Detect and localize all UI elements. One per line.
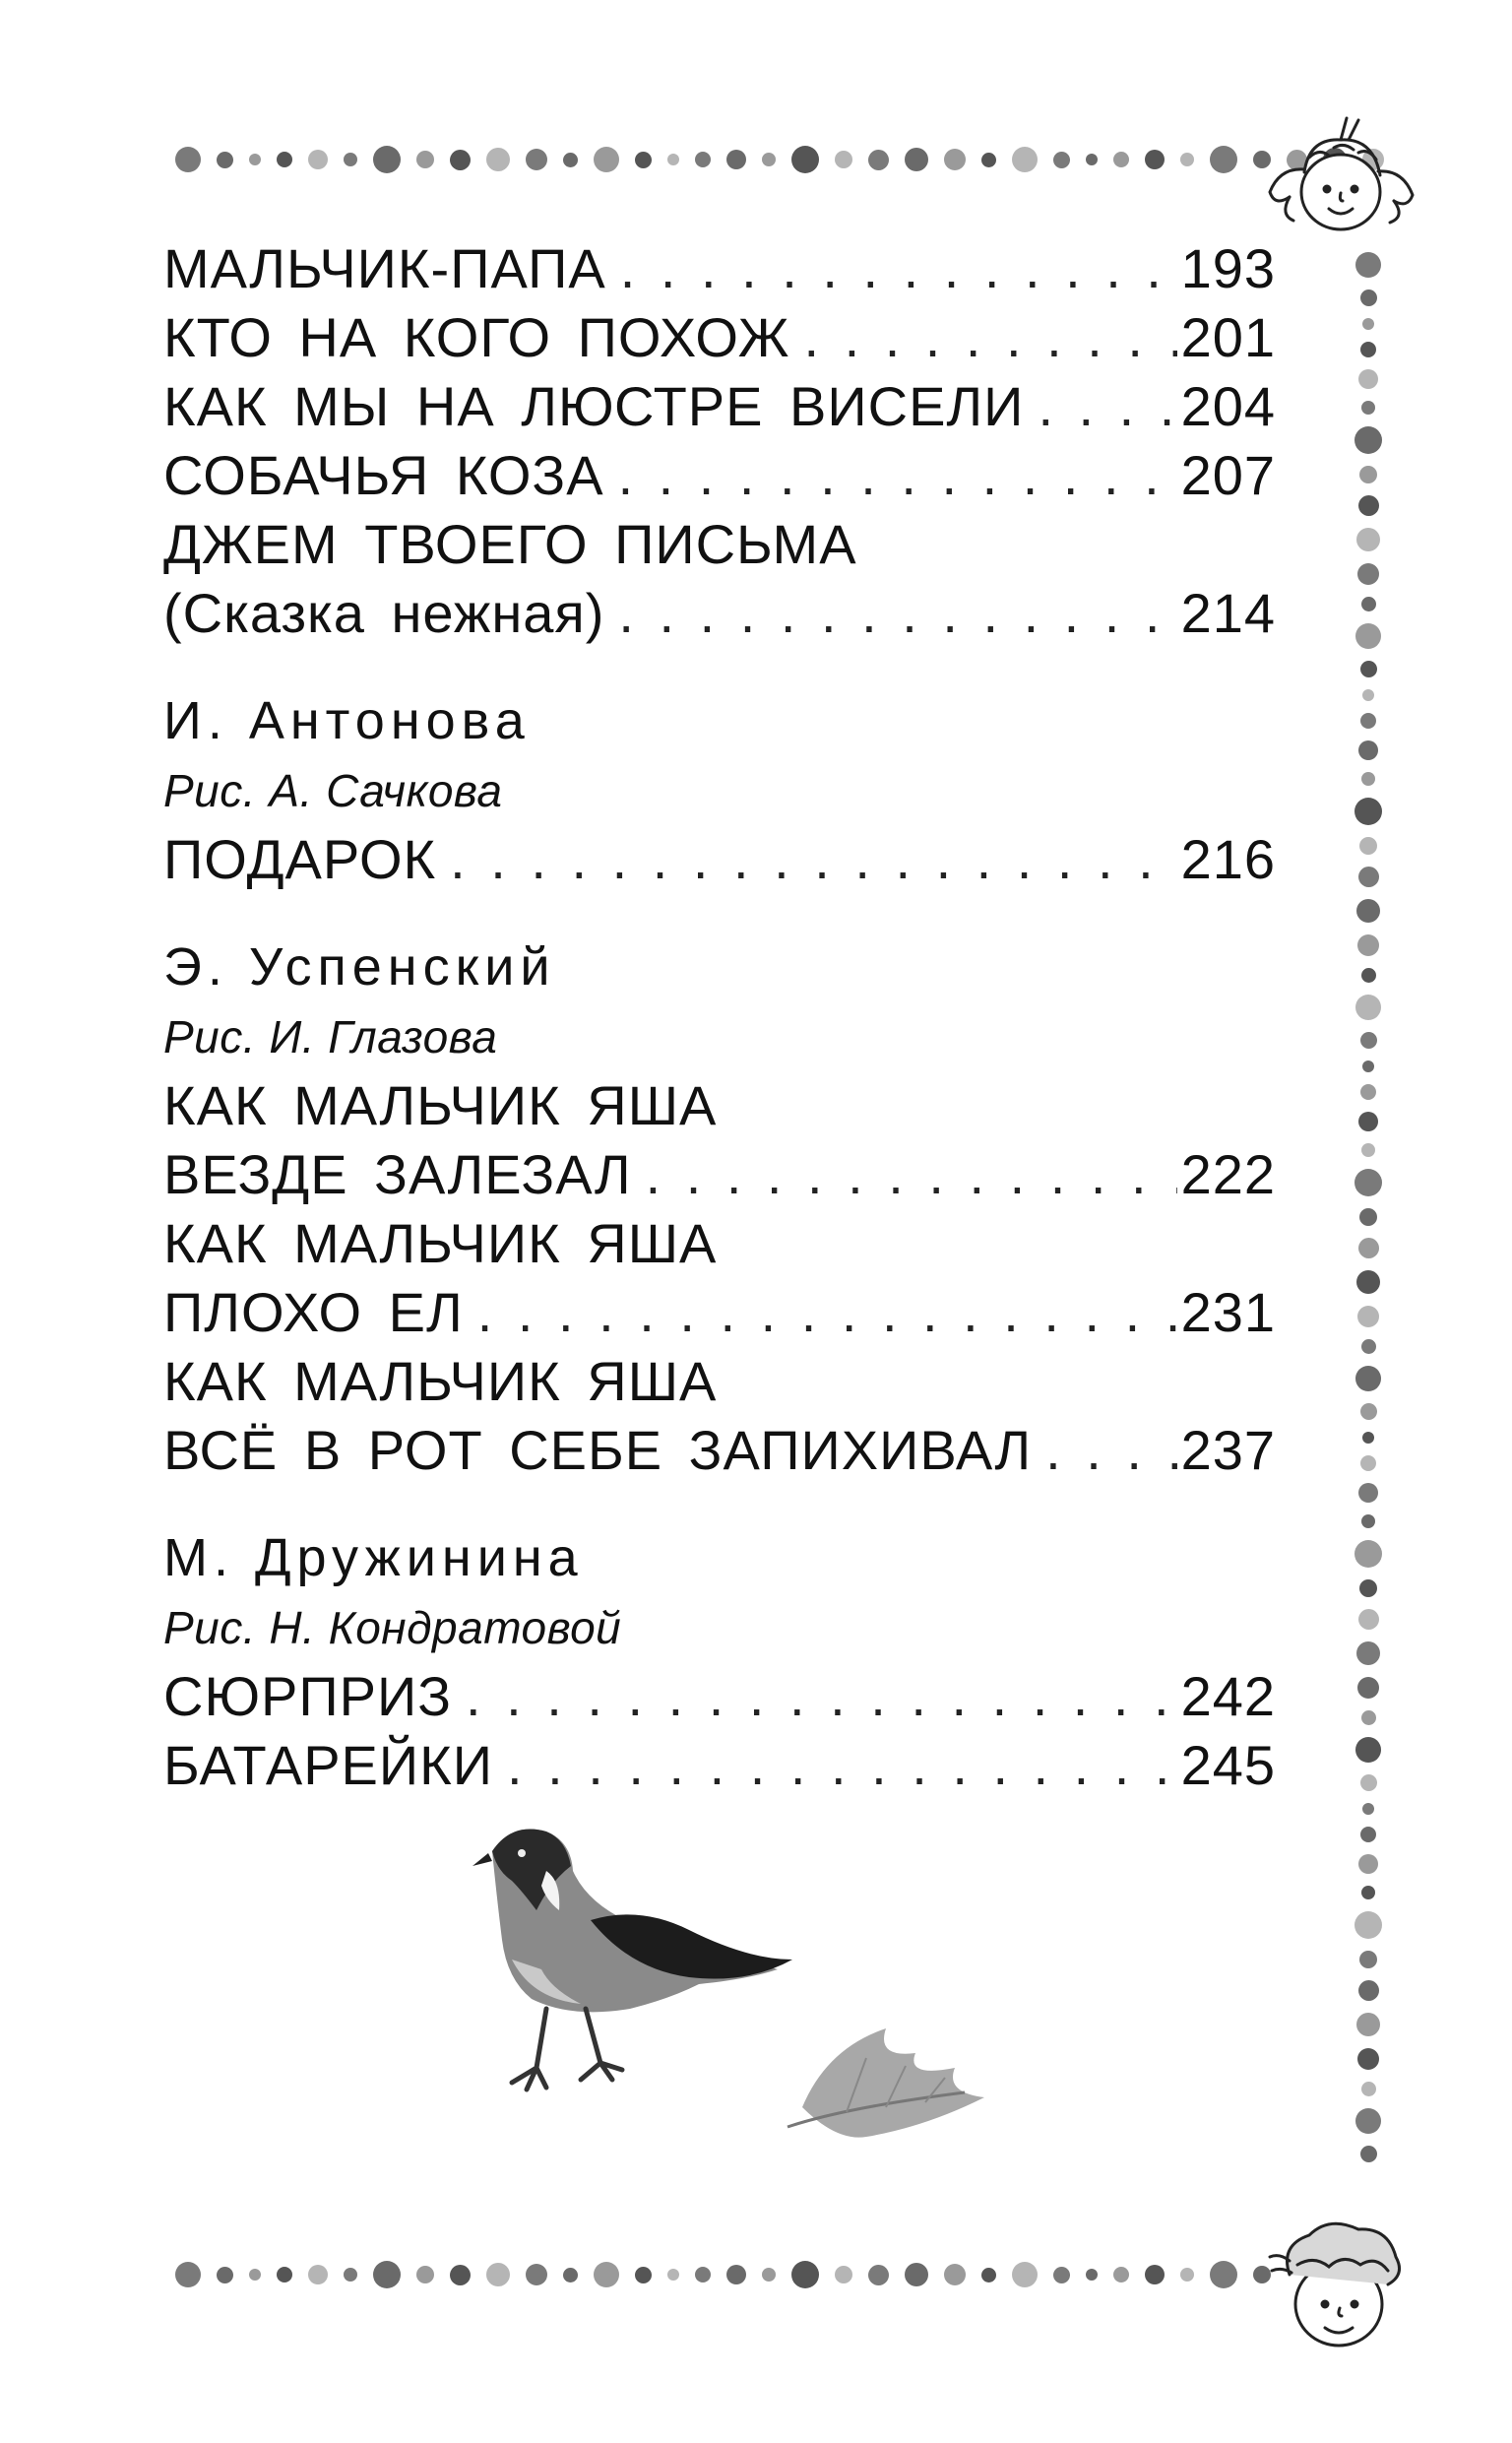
border-dot [1053, 2267, 1070, 2283]
dot-leader [1038, 372, 1176, 441]
border-dot [695, 2267, 711, 2282]
border-dot [1362, 1061, 1374, 1072]
border-dot [762, 2268, 776, 2282]
border-dot [667, 2269, 679, 2281]
border-dot [791, 146, 819, 173]
toc-entry [163, 825, 1276, 894]
border-dot [835, 2266, 852, 2283]
border-dot [635, 2267, 652, 2283]
border-dot [1354, 1169, 1382, 1196]
magpie-illustration [453, 1812, 1083, 2206]
toc-entry [163, 1416, 1276, 1485]
border-dot [1354, 798, 1382, 825]
border-dot [1354, 1911, 1382, 1939]
border-dot [344, 2268, 357, 2282]
border-dot [1145, 2265, 1165, 2284]
border-dot [175, 147, 201, 172]
border-dot [344, 153, 357, 166]
border-dot [1361, 597, 1376, 611]
toc-entry-title: СЮРПРИЗ [163, 1665, 453, 1727]
border-dot [277, 2267, 292, 2282]
dot-leader [1045, 1416, 1176, 1485]
border-dot [1360, 1827, 1376, 1842]
border-dot [1356, 2013, 1380, 2036]
border-dot [868, 2265, 889, 2285]
border-dot [635, 152, 652, 168]
border-dot [1362, 1432, 1374, 1444]
border-dot [1360, 661, 1377, 677]
border-dot [1358, 1483, 1378, 1503]
border-dot [1361, 1514, 1375, 1528]
toc-entry-title-line2: ПЛОХО ЕЛ [163, 1281, 464, 1343]
illustrator-credit: Рис. А. Сачкова [163, 765, 503, 816]
toc-entry [163, 441, 1276, 510]
dot-leader [803, 303, 1176, 372]
dot-leader [466, 1662, 1177, 1731]
toc-entry-page: 216 [1180, 828, 1276, 890]
toc-entry-title-line2: (Сказка нежная) [163, 582, 605, 644]
toc-entry-title: ПОДАРОК [163, 828, 437, 890]
border-dot [1180, 153, 1194, 166]
border-dot [1358, 1238, 1379, 1258]
border-dot [695, 152, 711, 167]
border-dot [1361, 968, 1376, 983]
border-dot [1360, 1403, 1377, 1420]
border-dot [905, 2263, 928, 2286]
toc-entry-page: 214 [1180, 582, 1276, 644]
border-dot [450, 2265, 471, 2285]
toc-entry [163, 1662, 1276, 1731]
border-dot [526, 2264, 547, 2285]
toc-entry-title-line1: КАК МАЛЬЧИК ЯША [163, 1212, 718, 1274]
dot-leader [477, 1278, 1177, 1347]
border-dot [1361, 2082, 1376, 2096]
border-dot [308, 2265, 328, 2284]
dot-leader [618, 579, 1176, 648]
border-dot [594, 2262, 619, 2287]
border-dot [1359, 837, 1377, 855]
toc-entry [163, 1140, 1276, 1209]
border-dot [1355, 995, 1381, 1020]
toc-entry-title: БАТАРЕЙКИ [163, 1734, 494, 1796]
toc-entry-title: КАК МЫ НА ЛЮСТРЕ ВИСЕЛИ [163, 375, 1025, 437]
border-dot [1145, 150, 1165, 169]
illustrator-credit: Рис. И. Глазова [163, 1011, 498, 1062]
border-dot [1358, 867, 1379, 887]
top-dot-border [167, 146, 1270, 173]
bottom-dot-border [167, 2261, 1211, 2288]
toc-entry-title: СОБАЧЬЯ КОЗА [163, 444, 604, 506]
dot-leader [646, 1140, 1177, 1209]
border-dot [726, 2265, 746, 2284]
border-dot [594, 147, 619, 172]
border-dot [667, 154, 679, 165]
border-dot [1362, 1803, 1374, 1815]
toc-entry-title: КТО НА КОГО ПОХОЖ [163, 306, 790, 368]
border-dot [1012, 147, 1038, 172]
toc-entry [163, 372, 1276, 441]
toc-entry-page: 242 [1180, 1665, 1276, 1727]
border-dot [1360, 1455, 1376, 1471]
border-dot [1354, 426, 1382, 454]
border-dot [1113, 152, 1129, 167]
border-dot [1354, 1540, 1382, 1568]
border-dot [1356, 528, 1380, 551]
border-dot [1360, 1084, 1376, 1100]
toc-entry-title-line1: КАК МАЛЬЧИК ЯША [163, 1074, 718, 1136]
border-dot [1361, 1339, 1376, 1354]
border-dot [981, 153, 996, 167]
border-dot [868, 150, 889, 170]
border-dot [1210, 2261, 1237, 2288]
girl-face-icon [1250, 98, 1427, 256]
border-dot [1053, 152, 1070, 168]
border-dot [1210, 146, 1237, 173]
border-dot [1086, 154, 1098, 165]
border-dot [762, 153, 776, 166]
border-dot [1359, 1208, 1377, 1226]
table-of-contents [163, 234, 1276, 1800]
toc-entry-title-line1: ДЖЕМ ТВОЕГО ПИСЬМА [163, 513, 857, 575]
border-dot [1358, 740, 1378, 760]
border-dot [373, 2261, 401, 2288]
border-dot [1356, 1641, 1380, 1665]
border-dot [1357, 1306, 1379, 1327]
border-dot [1180, 2268, 1194, 2282]
author-name: И. Антонова [163, 691, 531, 750]
border-dot [1358, 495, 1379, 516]
toc-entry [163, 1731, 1276, 1800]
border-dot [1355, 2108, 1381, 2134]
border-dot [416, 151, 434, 168]
toc-entry [163, 579, 1276, 648]
border-dot [277, 152, 292, 167]
border-dot [1361, 401, 1375, 415]
border-dot [308, 150, 328, 169]
dot-leader [507, 1731, 1177, 1800]
border-dot [791, 2261, 819, 2288]
border-dot [1361, 1886, 1375, 1899]
border-dot [1359, 1579, 1377, 1597]
toc-entry-page: 207 [1180, 444, 1276, 506]
toc-entry-title-line2: ВСЁ В РОТ СЕБЕ ЗАПИХИВАЛ [163, 1419, 1033, 1481]
toc-entry-page: 193 [1180, 237, 1276, 299]
border-dot [1359, 466, 1377, 483]
border-dot [486, 2263, 510, 2286]
toc-entry-title-line2: ВЕЗДЕ ЗАЛЕЗАЛ [163, 1143, 632, 1205]
border-dot [1113, 2267, 1129, 2282]
illustrator-credit: Рис. Н. Кондратовой [163, 1602, 622, 1653]
border-dot [726, 150, 746, 169]
toc-entry-page: 204 [1180, 375, 1276, 437]
border-dot [1356, 1270, 1380, 1294]
border-dot [1358, 1980, 1379, 2001]
border-dot [1362, 318, 1374, 330]
border-dot [450, 150, 471, 170]
toc-entry-title-line1: КАК МАЛЬЧИК ЯША [163, 1350, 718, 1412]
border-dot [944, 149, 966, 170]
border-dot [1360, 1774, 1377, 1791]
border-dot [1361, 772, 1375, 786]
border-dot [905, 148, 928, 171]
toc-entry-page: 245 [1180, 1734, 1276, 1796]
border-dot [1355, 1737, 1381, 1763]
border-dot [1012, 2262, 1038, 2287]
border-dot [217, 2267, 233, 2283]
border-dot [563, 2268, 578, 2282]
border-dot [1360, 289, 1377, 306]
border-dot [1357, 2048, 1379, 2070]
toc-entry [163, 234, 1276, 303]
dot-leader [620, 234, 1177, 303]
author-name: М. Дружинина [163, 1528, 584, 1587]
border-dot [373, 146, 401, 173]
border-dot [1356, 899, 1380, 923]
border-dot [1362, 689, 1374, 701]
border-dot [1086, 2269, 1098, 2281]
dot-leader [450, 825, 1176, 894]
border-dot [1357, 934, 1379, 956]
border-dot [563, 153, 578, 167]
border-dot [1361, 1143, 1375, 1157]
border-dot [1355, 623, 1381, 649]
border-dot [1358, 1854, 1378, 1874]
right-dot-border [1354, 246, 1382, 2156]
border-dot [1358, 369, 1378, 389]
border-dot [416, 2266, 434, 2283]
border-dot [249, 2269, 261, 2281]
boy-face-icon [1240, 2206, 1427, 2373]
border-dot [1359, 1951, 1377, 1968]
border-dot [175, 2262, 201, 2287]
border-dot [1360, 342, 1376, 357]
border-dot [526, 149, 547, 170]
toc-entry [163, 303, 1276, 372]
border-dot [1361, 1710, 1376, 1725]
border-dot [1358, 1609, 1379, 1630]
toc-entry-page: 237 [1180, 1419, 1276, 1481]
border-dot [1357, 1677, 1379, 1699]
border-dot [1358, 1112, 1378, 1131]
toc-entry [163, 1278, 1276, 1347]
toc-entry-page: 231 [1180, 1281, 1276, 1343]
border-dot [486, 148, 510, 171]
fallen-leaf [788, 2028, 984, 2138]
author-name: Э. Успенский [163, 937, 556, 996]
border-dot [1357, 563, 1379, 585]
border-dot [1360, 1032, 1377, 1049]
border-dot [249, 154, 261, 165]
magpie-bird [472, 1830, 792, 2090]
toc-entry-page: 201 [1180, 306, 1276, 368]
toc-entry-title: МАЛЬЧИК-ПАПА [163, 237, 606, 299]
toc-entry-page: 222 [1180, 1143, 1276, 1205]
dot-leader [618, 441, 1177, 510]
border-dot [944, 2264, 966, 2285]
border-dot [1355, 1366, 1381, 1391]
border-dot [217, 152, 233, 168]
border-dot [981, 2268, 996, 2282]
border-dot [835, 151, 852, 168]
border-dot [1360, 2146, 1377, 2162]
border-dot [1360, 713, 1376, 729]
